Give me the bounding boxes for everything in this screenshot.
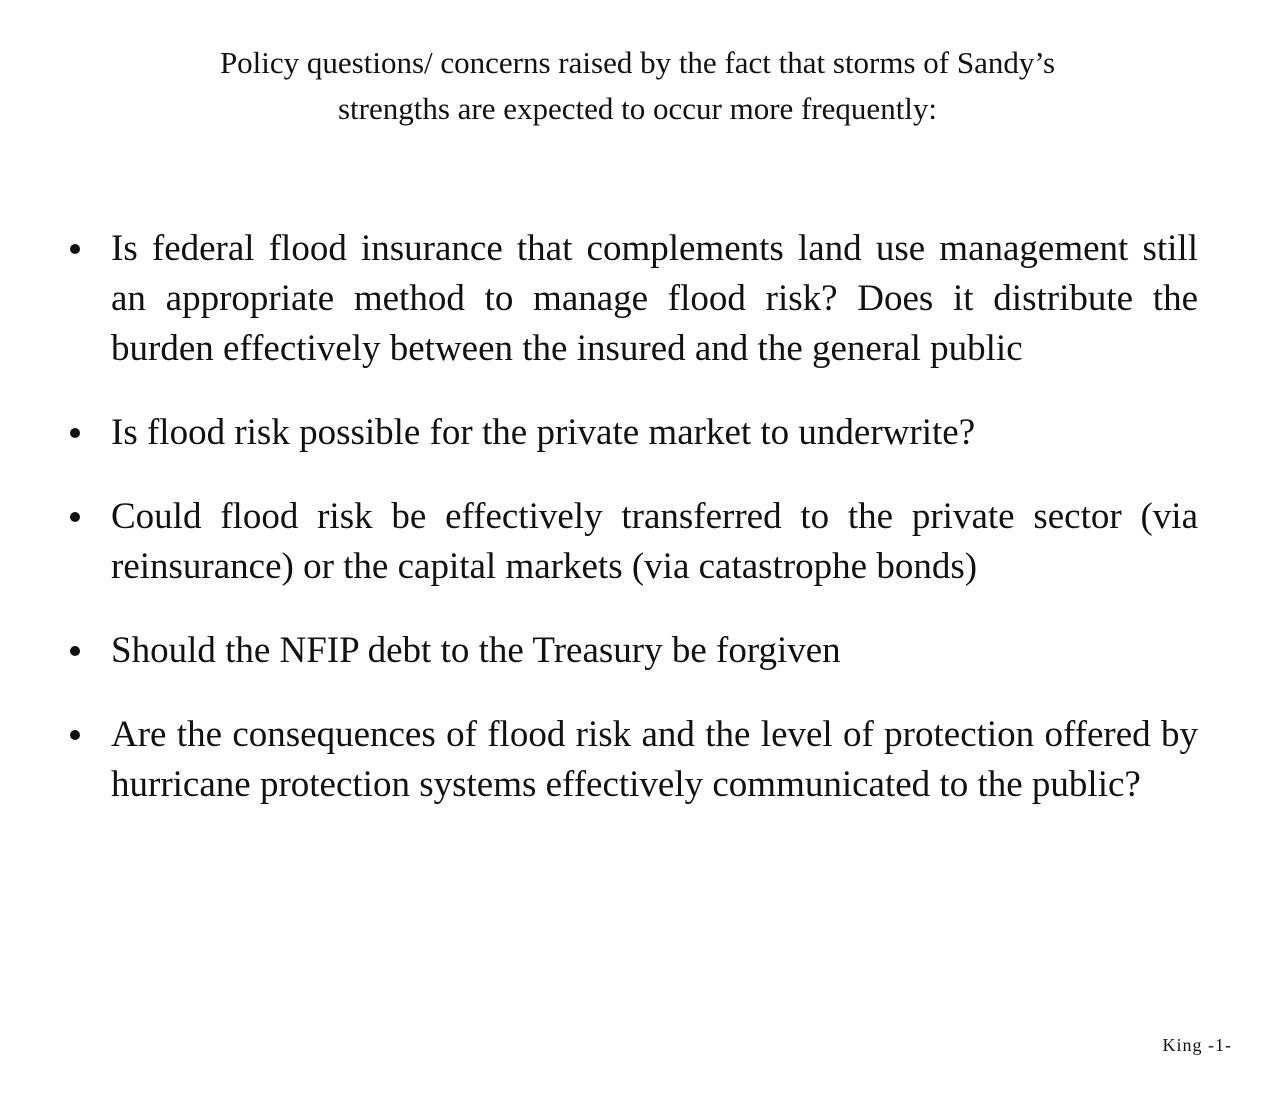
title-line-1: Policy questions/ concerns raised by the fact that storms of Sandy’s xyxy=(219,45,1056,80)
bullet-dot-icon xyxy=(70,244,80,254)
bullet-item-1 xyxy=(66,224,1198,374)
bullet-dot-icon xyxy=(70,730,80,740)
title-line-2: strengths are expected to occur more frequently: xyxy=(337,91,938,126)
page-title xyxy=(40,40,1235,132)
bullet-text-1: Is federal flood insurance that complements land use management still an appropriate method to manage flood risk? Does it distribute the burden effectively between the insured and the general public xyxy=(111,228,1198,369)
bullet-text-4: Should the NFIP debt to the Treasury be forgiven xyxy=(111,630,841,671)
page-footer: King -1- xyxy=(1162,1035,1232,1055)
bullet-item-4 xyxy=(66,626,1198,676)
bullet-dot-icon xyxy=(70,428,80,438)
bullet-item-3 xyxy=(66,492,1198,592)
bullet-item-5 xyxy=(66,710,1198,810)
bullet-list xyxy=(66,224,1198,844)
bullet-text-5: Are the consequences of flood risk and the level of protection offered by hurricane protection systems effectively communicated to the public? xyxy=(111,714,1198,805)
bullet-item-2 xyxy=(66,408,1198,458)
bullet-dot-icon xyxy=(70,646,80,656)
bullet-text-3: Could flood risk be effectively transferred to the private sector (via reinsurance) or the capital markets (via catastrophe bonds) xyxy=(111,496,1198,587)
bullet-text-2: Is flood risk possible for the private market to underwrite? xyxy=(111,412,976,453)
bullet-dot-icon xyxy=(70,512,80,522)
